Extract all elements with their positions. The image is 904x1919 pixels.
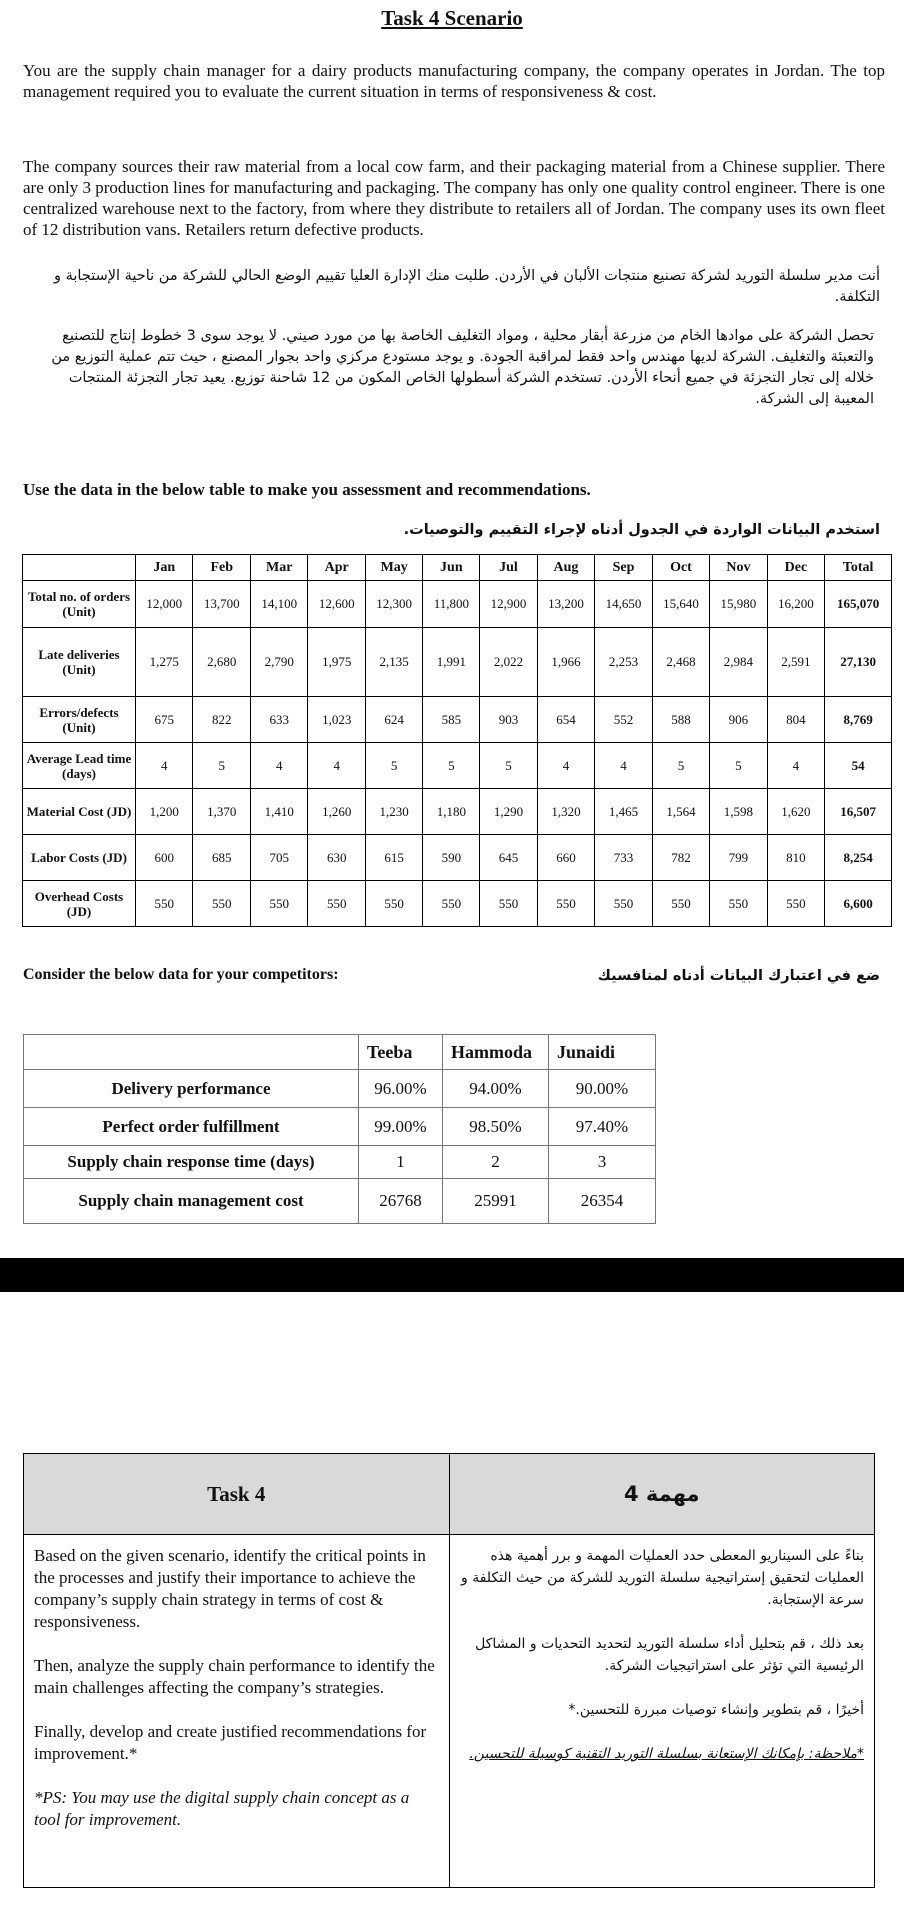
table-cell: 1,275 xyxy=(136,628,193,697)
row-label: Delivery performance xyxy=(24,1070,359,1108)
row-label: Material Cost (JD) xyxy=(23,789,136,835)
table-cell: 550 xyxy=(365,881,422,927)
row-label: Total no. of orders (Unit) xyxy=(23,581,136,628)
total-cell: 165,070 xyxy=(825,581,892,628)
table-cell: 903 xyxy=(480,697,537,743)
table-cell: 1,410 xyxy=(250,789,307,835)
table-cell: 14,650 xyxy=(595,581,652,628)
competitors-table xyxy=(23,1034,656,1224)
competitors-heading: Consider the below data for your competitors: xyxy=(23,966,339,983)
table-cell: 1,564 xyxy=(652,789,709,835)
table-row xyxy=(23,835,892,881)
table-cell: 1,966 xyxy=(537,628,594,697)
table-cell: 615 xyxy=(365,835,422,881)
task-step-recommend-arabic: أخيرًا ، قم بتطوير وإنشاء توصيات مبررة للتحسين.* xyxy=(568,1702,864,1718)
task-body-row xyxy=(24,1535,875,1888)
table-cell: 600 xyxy=(136,835,193,881)
table-cell: 90.00% xyxy=(549,1070,656,1108)
table-row xyxy=(24,1146,656,1179)
table-cell: 1 xyxy=(359,1146,443,1179)
table-cell: 13,200 xyxy=(537,581,594,628)
task-table xyxy=(23,1453,875,1888)
task-step-analyze-arabic: بعد ذلك ، قم بتحليل أداء سلسلة التوريد لتحديد التحديات و المشاكل الرئيسية التي تؤثر على استراتيجيات الشركة. xyxy=(475,1636,864,1674)
column-header: Teeba xyxy=(359,1035,443,1070)
table-cell: 550 xyxy=(308,881,365,927)
column-header: Aug xyxy=(537,555,594,581)
table-cell: 624 xyxy=(365,697,422,743)
performance-table xyxy=(22,554,892,927)
table-cell: 5 xyxy=(193,743,250,789)
table-cell: 13,700 xyxy=(193,581,250,628)
table-cell: 26768 xyxy=(359,1179,443,1224)
table-cell: 94.00% xyxy=(443,1070,549,1108)
column-header: Jul xyxy=(480,555,537,581)
table-cell: 550 xyxy=(767,881,824,927)
column-header: Nov xyxy=(710,555,767,581)
table-cell: 15,980 xyxy=(710,581,767,628)
column-header: Apr xyxy=(308,555,365,581)
table-cell: 550 xyxy=(480,881,537,927)
column-header: Mar xyxy=(250,555,307,581)
row-label: Errors/defects (Unit) xyxy=(23,697,136,743)
table-cell: 633 xyxy=(250,697,307,743)
table-cell: 654 xyxy=(537,697,594,743)
table-cell: 12,900 xyxy=(480,581,537,628)
table-cell: 1,620 xyxy=(767,789,824,835)
table-cell: 804 xyxy=(767,697,824,743)
table-cell: 1,200 xyxy=(136,789,193,835)
table-cell: 660 xyxy=(537,835,594,881)
table-cell: 1,023 xyxy=(308,697,365,743)
table-cell: 1,598 xyxy=(710,789,767,835)
table-cell: 2 xyxy=(443,1146,549,1179)
table-cell: 1,975 xyxy=(308,628,365,697)
table-row xyxy=(23,789,892,835)
row-label: Supply chain response time (days) xyxy=(24,1146,359,1179)
table-cell: 685 xyxy=(193,835,250,881)
column-header: Hammoda xyxy=(443,1035,549,1070)
table-cell: 1,465 xyxy=(595,789,652,835)
table-row xyxy=(24,1179,656,1224)
table-cell: 4 xyxy=(136,743,193,789)
table-cell: 1,180 xyxy=(423,789,480,835)
table-cell: 4 xyxy=(767,743,824,789)
competitors-heading-arabic: ضع في اعتبارك البيانات أدناه لمنافسيك xyxy=(597,968,880,984)
table-cell: 1,991 xyxy=(423,628,480,697)
table-cell: 550 xyxy=(250,881,307,927)
table-cell: 588 xyxy=(652,697,709,743)
corner-cell xyxy=(24,1035,359,1070)
task-step-identify: Based on the given scenario, identify the critical points in the processes and justify their importance to achieve the company’s supply chain strategy in terms of cost & responsiveness. xyxy=(34,1546,426,1631)
table-cell: 1,320 xyxy=(537,789,594,835)
column-header: Junaidi xyxy=(549,1035,656,1070)
table-cell: 822 xyxy=(193,697,250,743)
column-header: Feb xyxy=(193,555,250,581)
table-cell: 1,260 xyxy=(308,789,365,835)
table-cell: 2,680 xyxy=(193,628,250,697)
table-cell: 550 xyxy=(537,881,594,927)
table-cell: 99.00% xyxy=(359,1108,443,1146)
row-label: Overhead Costs (JD) xyxy=(23,881,136,927)
table-cell: 552 xyxy=(595,697,652,743)
table-cell: 550 xyxy=(652,881,709,927)
table-cell: 550 xyxy=(193,881,250,927)
table-cell: 675 xyxy=(136,697,193,743)
total-cell: 6,600 xyxy=(825,881,892,927)
column-header: May xyxy=(365,555,422,581)
column-header: Jun xyxy=(423,555,480,581)
row-label: Late deliveries (Unit) xyxy=(23,628,136,697)
total-cell: 8,254 xyxy=(825,835,892,881)
task-step-identify-arabic: بناءً على السيناريو المعطى حدد العمليات المهمة و برر أهمية هذه العمليات لتحقيق إستراتيجية سلسلة التوريد للشركة من حيث التكلفة و سرعة الإستجابة. xyxy=(461,1548,864,1608)
black-separator-band xyxy=(0,1258,904,1292)
total-cell: 27,130 xyxy=(825,628,892,697)
column-header: Sep xyxy=(595,555,652,581)
table-row xyxy=(23,628,892,697)
row-label: Labor Costs (JD) xyxy=(23,835,136,881)
table-row xyxy=(23,581,892,628)
scenario-paragraph: The company sources their raw material from a local cow farm, and their packaging material from a Chinese supplier. There are only 3 production lines for manufacturing and packaging. The company has only one quality control engineer. There is one centralized warehouse next to the factory, from where they distribute to retailers all of Jordan. The company uses its own fleet of 12 distribution vans. Retailers return defective products. xyxy=(23,157,885,239)
table-heading-arabic: استخدم البيانات الواردة في الجدول أدناه لإجراء التقييم والتوصيات. xyxy=(403,522,880,538)
task-title-arabic: مهمة 4 xyxy=(449,1454,875,1535)
table-cell: 4 xyxy=(308,743,365,789)
table-cell: 550 xyxy=(423,881,480,927)
table-cell: 5 xyxy=(480,743,537,789)
table-cell: 4 xyxy=(250,743,307,789)
intro-paragraph: You are the supply chain manager for a dairy products manufacturing company, the company operates in Jordan. The top management required you to evaluate the current situation in terms of responsiveness & cost. xyxy=(23,61,885,101)
table-cell: 585 xyxy=(423,697,480,743)
scenario-paragraph-arabic: تحصل الشركة على موادها الخام من مزرعة أبقار محلية ، ومواد التغليف الخاصة بها من مورد صيني. لا يوجد سوى 3 خطوط إنتاج للتصنيع والتعبئة والتغليف. الشركة لديها مهندس واحد فقط لمراقبة الجودة. و يوجد مستودع مركزي واحد بجوار المصنع ، حيث تتم عملية التوزيع من خلاله إلى تجار التجزئة في جميع أنحاء الأردن. تستخدم الشركة أسطولها الخاص المكون من 12 شاحنة توزيع. يعيد تجار التجزئة المنتجات المعيبة إلى الشركة. xyxy=(51,328,874,407)
table-cell: 906 xyxy=(710,697,767,743)
table-cell: 12,300 xyxy=(365,581,422,628)
column-header: Dec xyxy=(767,555,824,581)
task-step-analyze: Then, analyze the supply chain performance to identify the main challenges affecting the company’s strategies. xyxy=(34,1656,435,1697)
table-cell: 4 xyxy=(595,743,652,789)
table-cell: 590 xyxy=(423,835,480,881)
table-cell: 645 xyxy=(480,835,537,881)
table-cell: 1,230 xyxy=(365,789,422,835)
table-cell: 2,253 xyxy=(595,628,652,697)
table-cell: 810 xyxy=(767,835,824,881)
table-cell: 799 xyxy=(710,835,767,881)
table-cell: 12,600 xyxy=(308,581,365,628)
task-title-english: Task 4 xyxy=(24,1454,450,1535)
total-cell: 54 xyxy=(825,743,892,789)
table-cell: 2,984 xyxy=(710,628,767,697)
table-cell: 96.00% xyxy=(359,1070,443,1108)
table-cell: 2,468 xyxy=(652,628,709,697)
row-label: Average Lead time (days) xyxy=(23,743,136,789)
competitors-header-row xyxy=(24,1035,656,1070)
table-cell: 550 xyxy=(136,881,193,927)
column-header: Jan xyxy=(136,555,193,581)
table-cell: 5 xyxy=(652,743,709,789)
table-cell: 630 xyxy=(308,835,365,881)
table-cell: 14,100 xyxy=(250,581,307,628)
task-step-recommend: Finally, develop and create justified recommendations for improvement.* xyxy=(34,1722,427,1763)
table-cell: 97.40% xyxy=(549,1108,656,1146)
row-label: Supply chain management cost xyxy=(24,1179,359,1224)
task-instructions-english xyxy=(24,1535,450,1888)
table-cell: 550 xyxy=(595,881,652,927)
table-row xyxy=(23,697,892,743)
performance-table-header-row xyxy=(23,555,892,581)
task-header-row xyxy=(24,1454,875,1535)
table-row xyxy=(24,1108,656,1146)
column-header: Total xyxy=(825,555,892,581)
table-cell: 2,022 xyxy=(480,628,537,697)
table-cell: 98.50% xyxy=(443,1108,549,1146)
page-title: Task 4 Scenario xyxy=(381,6,523,30)
table-cell: 2,790 xyxy=(250,628,307,697)
table-cell: 5 xyxy=(710,743,767,789)
table-row xyxy=(24,1070,656,1108)
total-cell: 8,769 xyxy=(825,697,892,743)
table-cell: 733 xyxy=(595,835,652,881)
table-cell: 5 xyxy=(423,743,480,789)
table-cell: 550 xyxy=(710,881,767,927)
table-cell: 11,800 xyxy=(423,581,480,628)
table-row xyxy=(23,881,892,927)
column-header: Oct xyxy=(652,555,709,581)
table-cell: 12,000 xyxy=(136,581,193,628)
total-cell: 16,507 xyxy=(825,789,892,835)
table-heading: Use the data in the below table to make you assessment and recommendations. xyxy=(23,480,591,499)
table-cell: 25991 xyxy=(443,1179,549,1224)
table-cell: 1,370 xyxy=(193,789,250,835)
task-note-arabic: *ملاحظة: بإمكانك الإستعانة بسلسلة التوريد التقنية كوسيلة للتحسين. xyxy=(469,1746,864,1762)
table-cell: 4 xyxy=(537,743,594,789)
task-instructions-arabic xyxy=(449,1535,875,1888)
intro-paragraph-arabic: أنت مدير سلسلة التوريد لشركة تصنيع منتجات الألبان في الأردن. طلبت منك الإدارة العليا تقييم الوضع الحالي للشركة من ناحية الإستجابة و التكلفة. xyxy=(54,268,880,305)
corner-cell xyxy=(23,555,136,581)
table-cell: 26354 xyxy=(549,1179,656,1224)
row-label: Perfect order fulfillment xyxy=(24,1108,359,1146)
table-cell: 705 xyxy=(250,835,307,881)
table-cell: 16,200 xyxy=(767,581,824,628)
table-cell: 1,290 xyxy=(480,789,537,835)
table-cell: 2,591 xyxy=(767,628,824,697)
table-cell: 782 xyxy=(652,835,709,881)
table-cell: 2,135 xyxy=(365,628,422,697)
table-cell: 15,640 xyxy=(652,581,709,628)
task-note: *PS: You may use the digital supply chain concept as a tool for improvement. xyxy=(34,1788,410,1829)
table-row xyxy=(23,743,892,789)
table-cell: 5 xyxy=(365,743,422,789)
table-cell: 3 xyxy=(549,1146,656,1179)
